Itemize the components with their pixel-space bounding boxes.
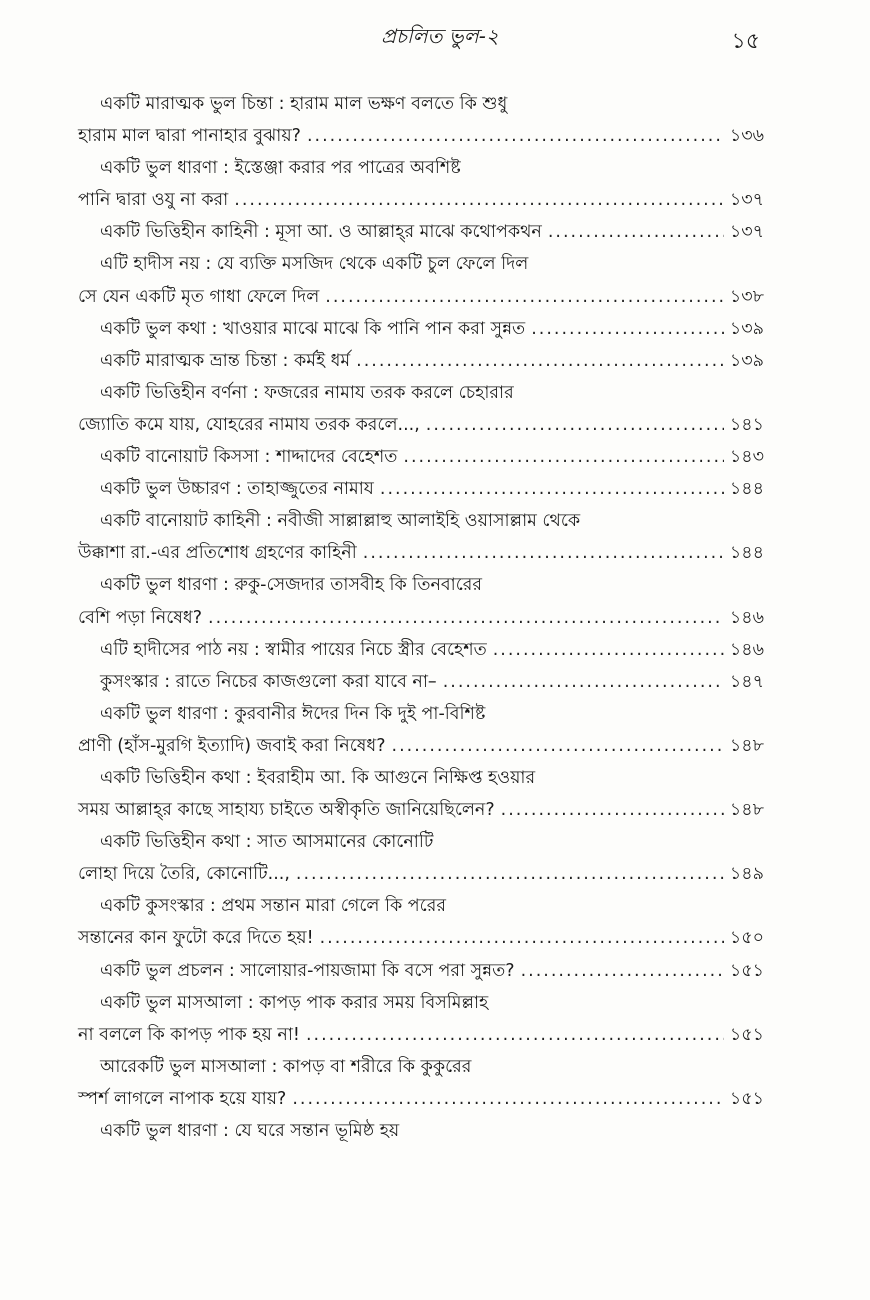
toc-entry-text: একটি ভিত্তিহীন কথা : ইবরাহীম আ. কি আগুনে নিক্ষিপ্ত হওয়ার (100, 767, 536, 788)
toc-page-number: ১৩৬ (729, 126, 764, 147)
dot-leader (307, 120, 724, 152)
toc-entry-text: উক্কাশা রা.-এর প্রতিশোধ গ্রহণের কাহিনী (78, 543, 357, 564)
toc-entry-continuation (78, 409, 764, 441)
toc-page-number: ১৪৪ (729, 543, 764, 564)
toc-entry-text: এটি হাদীস নয় : যে ব্যক্তি মসজিদ থেকে একটি চুল ফেলে দিল (100, 254, 529, 275)
toc-entry-title (78, 441, 764, 473)
toc-entry (78, 987, 764, 1051)
toc-entry-continuation (78, 1019, 764, 1051)
toc-page-number: ১৪৯ (729, 864, 764, 885)
toc-page-number: ১৪৪ (729, 479, 764, 500)
toc-entry-text: একটি বানোয়াট কিসসা : শাদ্দাদের বেহেশত (100, 447, 398, 468)
dot-leader (296, 858, 724, 890)
toc-entry (78, 890, 764, 954)
dot-leader (325, 281, 724, 313)
toc-entry (78, 1051, 764, 1115)
toc-entry-text: বেশি পড়া নিষেধ? (78, 607, 203, 628)
toc-entry-text: প্রাণী (হাঁস-মুরগি ইত্যাদি) জবাই করা নিষেধ? (78, 735, 386, 756)
toc-entry-title (78, 569, 764, 601)
toc-entry-text: হারাম মাল দ্বারা পানাহার বুঝায়? (78, 126, 301, 147)
dot-leader (306, 1019, 724, 1051)
toc-entry-text: একটি মারাত্মক ভুল চিন্তা : হারাম মাল ভক্ষণ বলতে কি শুধু (100, 94, 508, 114)
dot-leader (521, 955, 724, 987)
toc-entry-title (78, 216, 764, 248)
toc-entry-continuation (78, 858, 764, 890)
toc-entry-text: কুসংস্কার : রাতে নিচের কাজগুলো করা যাবে না– (100, 671, 437, 692)
toc-entry-title (78, 377, 764, 409)
toc-page-number: ১৪৮ (729, 735, 764, 756)
toc-entry (78, 762, 764, 826)
dot-leader (531, 313, 724, 345)
toc-entry-continuation (78, 281, 764, 313)
dot-leader (208, 602, 724, 634)
toc-entry-continuation (78, 794, 764, 826)
toc-entry-title (78, 313, 764, 345)
toc-page-number: ১৩৯ (729, 350, 764, 371)
toc-entry (78, 955, 764, 987)
dot-leader (292, 1083, 724, 1115)
toc-entry-text: সে যেন একটি মৃত গাধা ফেলে দিল (78, 286, 320, 307)
toc-entry-title (78, 890, 764, 922)
toc-entry-title (78, 987, 764, 1019)
toc-entry-text: একটি ভিত্তিহীন কথা : সাত আসমানের কোনোটি (100, 832, 434, 853)
dot-leader (234, 184, 724, 216)
toc-entry-text: একটি বানোয়াট কাহিনী : নবীজী সাল্লাল্লাহু আলাইহি ওয়াসাল্লাম থেকে (100, 511, 581, 532)
toc-page-number: ১৫১ (729, 1024, 764, 1045)
toc-entry (78, 1115, 764, 1147)
toc-entry-text: একটি ভুল উচ্চারণ : তাহাজ্জুতের নামায (100, 479, 374, 500)
toc-entry-title (78, 698, 764, 730)
toc-entry-title (78, 955, 764, 987)
page-number: ১৫ (731, 29, 760, 54)
toc-entry-title (78, 248, 764, 280)
toc-entry-text: একটি ভুল কথা : খাওয়ার মাঝে মাঝে কি পানি পান করা সুন্নত (100, 318, 526, 339)
dot-leader (363, 537, 724, 569)
toc-entry-title (78, 505, 764, 537)
toc-entry (78, 152, 764, 216)
toc-page-number: ১৩৮ (729, 286, 764, 307)
toc-entry-title (78, 1115, 764, 1147)
toc-page-number: ১৪১ (729, 414, 764, 435)
toc-page-number: ১৪৭ (729, 671, 764, 692)
toc-page-number: ১৫০ (729, 928, 764, 949)
dot-leader (443, 666, 724, 698)
dot-leader (426, 409, 724, 441)
toc-entry-text: আরেকটি ভুল মাসআলা : কাপড় বা শরীরে কি কুকুরের (100, 1056, 472, 1077)
toc-entry-title (78, 634, 764, 666)
toc-entry-continuation (78, 730, 764, 762)
toc-entry-continuation (78, 184, 764, 216)
dot-leader (548, 216, 724, 248)
running-title: প্রচলিত ভুল-২ (381, 24, 499, 48)
toc-entry (78, 441, 764, 473)
dot-leader (392, 730, 724, 762)
toc-entry (78, 248, 764, 312)
toc-entry-title (78, 88, 764, 120)
toc-entry-text: একটি ভুল ধারণা : ইস্তেঞ্জা করার পর পাত্রের অবশিষ্ট (100, 158, 461, 179)
toc-page-number: ১৩৭ (729, 190, 764, 211)
toc-entry-continuation (78, 120, 764, 152)
toc-entry (78, 216, 764, 248)
toc-entry (78, 826, 764, 890)
toc-entry (78, 377, 764, 441)
toc-entry (78, 88, 764, 152)
toc-entry (78, 698, 764, 762)
dot-leader (501, 794, 724, 826)
toc-entry-text: একটি কুসংস্কার : প্রথম সন্তান মারা গেলে কি পরের (100, 896, 446, 917)
toc-entry (78, 505, 764, 569)
toc-page-number: ১৪৩ (729, 447, 764, 468)
toc-entry (78, 345, 764, 377)
toc-entry-title (78, 1051, 764, 1083)
toc-entry-text: পানি দ্বারা ওযু না করা (78, 190, 229, 211)
toc-entry (78, 473, 764, 505)
toc-page-number: ১৪৬ (729, 639, 764, 660)
toc-entry-title (78, 473, 764, 505)
toc-entry-text: একটি ভিত্তিহীন কাহিনী : মূসা আ. ও আল্লাহ্‌র মাঝে কথোপকথন (100, 222, 542, 243)
toc-page-number: ১৩৯ (729, 318, 764, 339)
dot-leader (320, 922, 724, 954)
toc-page-number: ১৪৬ (729, 607, 764, 628)
toc-entry-continuation (78, 602, 764, 634)
table-of-contents (78, 88, 764, 1147)
toc-entry-text: এটি হাদীসের পাঠ নয় : স্বামীর পায়ের নিচে স্ত্রীর বেহেশত (100, 639, 487, 660)
toc-entry-text: একটি ভুল ধারণা : রুকু-সেজদার তাসবীহ কি তিনবারের (100, 575, 483, 596)
toc-entry-text: জ্যোতি কমে যায়, যোহরের নামায তরক করলে..., (78, 414, 420, 435)
dot-leader (403, 441, 724, 473)
dot-leader (493, 634, 724, 666)
toc-entry-continuation (78, 922, 764, 954)
toc-entry-text: একটি ভিত্তিহীন বর্ণনা : ফজরের নামায তরক করলে চেহারার (100, 382, 514, 403)
toc-entry (78, 569, 764, 633)
toc-entry-title (78, 345, 764, 377)
toc-entry-text: সন্তানের কান ফুটো করে দিতে হয়! (78, 928, 314, 949)
toc-entry-text: স্পর্শ লাগলে নাপাক হয়ে যায়? (78, 1088, 287, 1109)
toc-entry-title (78, 666, 764, 698)
toc-entry-text: একটি ভুল প্রচলন : সালোয়ার-পায়জামা কি বসে পরা সুন্নত? (100, 960, 515, 981)
toc-page-number: ১৪৮ (729, 800, 764, 821)
toc-entry-text: সময় আল্লাহ্‌র কাছে সাহায্য চাইতে অস্বীকৃতি জানিয়েছিলেন? (78, 800, 495, 821)
toc-entry-text: না বললে কি কাপড় পাক হয় না! (78, 1024, 300, 1045)
toc-page-number: ১৫১ (729, 960, 764, 981)
toc-page-number: ১৩৭ (729, 222, 764, 243)
toc-entry-text: একটি ভুল মাসআলা : কাপড় পাক করার সময় বিসমিল্লাহ (100, 992, 489, 1013)
toc-entry-text: লোহা দিয়ে তৈরি, কোনোটি..., (78, 864, 290, 885)
toc-entry-title (78, 762, 764, 794)
dot-leader (356, 345, 724, 377)
toc-entry-continuation (78, 1083, 764, 1115)
dot-leader (380, 473, 724, 505)
toc-entry-title (78, 826, 764, 858)
toc-entry (78, 313, 764, 345)
toc-page-number: ১৫১ (729, 1088, 764, 1109)
toc-entry-title (78, 152, 764, 184)
toc-entry-text: একটি মারাত্মক ভ্রান্ত চিন্তা : কর্মই ধর্ম (100, 350, 351, 371)
toc-entry-text: একটি ভুল ধারণা : যে ঘরে সন্তান ভূমিষ্ঠ হয় (100, 1121, 400, 1141)
toc-entry (78, 634, 764, 666)
toc-entry (78, 666, 764, 698)
toc-entry-text: একটি ভুল ধারণা : কুরবানীর ঈদের দিন কি দুই পা-বিশিষ্ট (100, 703, 486, 724)
toc-entry-continuation (78, 537, 764, 569)
